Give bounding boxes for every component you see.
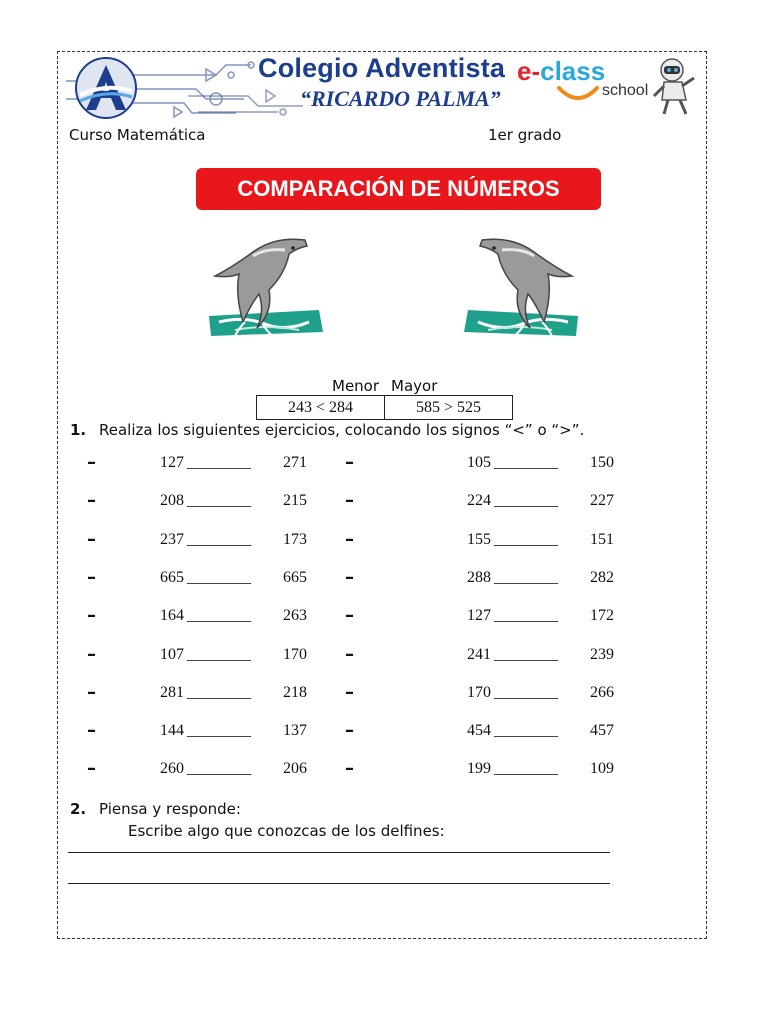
exercise-answer-blank[interactable]: ________ bbox=[187, 607, 251, 624]
exercise-bullet: – bbox=[87, 605, 96, 626]
exercise-answer-blank[interactable]: ________ bbox=[494, 454, 558, 471]
exercise-second-number: 665 bbox=[283, 569, 307, 586]
question-1-text: Realiza los siguientes ejercicios, colocando los signos “<” o “>”. bbox=[99, 421, 585, 439]
exercise-bullet: – bbox=[345, 720, 354, 741]
exercise-first-number: 237 bbox=[160, 531, 184, 548]
exercise-bullet: – bbox=[87, 490, 96, 511]
exercise-answer-blank[interactable]: ________ bbox=[494, 646, 558, 663]
exercise-answer-blank[interactable]: ________ bbox=[187, 684, 251, 701]
exercise-answer-blank[interactable]: ________ bbox=[187, 569, 251, 586]
eclass-class: class bbox=[540, 56, 606, 86]
exercise-bullet: – bbox=[345, 605, 354, 626]
legend-examples-box bbox=[256, 395, 513, 420]
legend-menor-label: Menor bbox=[332, 377, 380, 395]
dolphin-left-icon bbox=[205, 232, 325, 347]
exercise-answer-blank[interactable]: ________ bbox=[494, 569, 558, 586]
exercise-second-number: 173 bbox=[283, 531, 307, 548]
exercise-second-number: 170 bbox=[283, 646, 307, 663]
exercise-bullet: – bbox=[87, 529, 96, 550]
dolphin-right-icon bbox=[462, 232, 582, 347]
eclass-smile-icon bbox=[556, 84, 600, 104]
exercise-bullet: – bbox=[87, 567, 96, 588]
question-2-text: Piensa y responde: bbox=[99, 800, 241, 818]
question-2-prompt: Escribe algo que conozcas de los delfines: bbox=[128, 822, 445, 840]
exercise-second-number: 263 bbox=[283, 607, 307, 624]
exercise-answer-blank[interactable]: ________ bbox=[494, 722, 558, 739]
exercise-second-number: 218 bbox=[283, 684, 307, 701]
exercise-answer-blank[interactable]: ________ bbox=[494, 492, 558, 509]
exercise-first-number: 224 bbox=[467, 492, 491, 509]
exercise-answer-blank[interactable]: ________ bbox=[187, 454, 251, 471]
question-2 bbox=[70, 800, 241, 818]
question-1 bbox=[70, 421, 584, 439]
exercise-answer-blank[interactable]: ________ bbox=[187, 760, 251, 777]
exercise-second-number: 151 bbox=[590, 531, 614, 548]
exercise-first-number: 127 bbox=[467, 607, 491, 624]
course-label: Curso Matemática bbox=[69, 126, 206, 144]
exercise-second-number: 150 bbox=[590, 454, 614, 471]
exercise-second-number: 109 bbox=[590, 760, 614, 777]
robot-icon bbox=[650, 56, 700, 118]
exercise-first-number: 454 bbox=[467, 722, 491, 739]
exercise-answer-blank[interactable]: ________ bbox=[187, 531, 251, 548]
exercise-bullet: – bbox=[87, 758, 96, 779]
exercise-first-number: 199 bbox=[467, 760, 491, 777]
exercise-bullet: – bbox=[345, 682, 354, 703]
exercise-first-number: 208 bbox=[160, 492, 184, 509]
exercise-second-number: 239 bbox=[590, 646, 614, 663]
exercise-answer-blank[interactable]: ________ bbox=[494, 607, 558, 624]
exercise-bullet: – bbox=[87, 682, 96, 703]
exercise-first-number: 665 bbox=[160, 569, 184, 586]
exercise-answer-blank[interactable]: ________ bbox=[187, 722, 251, 739]
question-2-number: 2. bbox=[70, 800, 87, 818]
exercise-second-number: 215 bbox=[283, 492, 307, 509]
school-name: Colegio Adventista bbox=[258, 53, 506, 83]
school-subtitle: “RICARDO PALMA” bbox=[300, 86, 501, 111]
exercise-first-number: 127 bbox=[160, 454, 184, 471]
exercise-answer-blank[interactable]: ________ bbox=[494, 760, 558, 777]
legend-mayor-label: Mayor bbox=[391, 377, 438, 395]
exercise-second-number: 206 bbox=[283, 760, 307, 777]
eclass-school-word: school bbox=[602, 82, 649, 99]
answer-line[interactable] bbox=[68, 852, 610, 853]
exercise-second-number: 266 bbox=[590, 684, 614, 701]
exercise-second-number: 457 bbox=[590, 722, 614, 739]
exercise-first-number: 164 bbox=[160, 607, 184, 624]
exercise-answer-blank[interactable]: ________ bbox=[494, 684, 558, 701]
exercise-bullet: – bbox=[87, 720, 96, 741]
legend-example-greater: 585 > 525 bbox=[415, 398, 482, 416]
circuit-decoration-icon bbox=[188, 86, 303, 118]
answer-line[interactable] bbox=[68, 883, 610, 884]
exercise-second-number: 172 bbox=[590, 607, 614, 624]
exercise-first-number: 107 bbox=[160, 646, 184, 663]
exercise-second-number: 282 bbox=[590, 569, 614, 586]
exercise-bullet: – bbox=[345, 490, 354, 511]
exercise-second-number: 271 bbox=[283, 454, 307, 471]
exercise-first-number: 155 bbox=[467, 531, 491, 548]
exercise-answer-blank[interactable]: ________ bbox=[494, 531, 558, 548]
exercise-bullet: – bbox=[345, 758, 354, 779]
exercise-answer-blank[interactable]: ________ bbox=[187, 646, 251, 663]
exercise-answer-blank[interactable]: ________ bbox=[187, 492, 251, 509]
exercise-first-number: 105 bbox=[467, 454, 491, 471]
exercise-bullet: – bbox=[345, 644, 354, 665]
exercise-second-number: 137 bbox=[283, 722, 307, 739]
exercise-first-number: 144 bbox=[160, 722, 184, 739]
exercise-first-number: 288 bbox=[467, 569, 491, 586]
legend-example-less: 243 < 284 bbox=[257, 396, 385, 419]
exercise-first-number: 260 bbox=[160, 760, 184, 777]
exercise-bullet: – bbox=[345, 529, 354, 550]
question-1-number: 1. bbox=[70, 421, 87, 439]
exercise-second-number: 227 bbox=[590, 492, 614, 509]
exercise-first-number: 241 bbox=[467, 646, 491, 663]
exercise-bullet: – bbox=[345, 452, 354, 473]
worksheet-title: COMPARACIÓN DE NÚMEROS bbox=[196, 168, 601, 210]
exercise-bullet: – bbox=[87, 452, 96, 473]
exercise-bullet: – bbox=[87, 644, 96, 665]
eclass-logo-text bbox=[517, 56, 605, 87]
exercise-first-number: 281 bbox=[160, 684, 184, 701]
eclass-e: e- bbox=[517, 56, 541, 86]
exercise-first-number: 170 bbox=[467, 684, 491, 701]
exercise-bullet: – bbox=[345, 567, 354, 588]
grade-label: 1er grado bbox=[488, 126, 562, 144]
